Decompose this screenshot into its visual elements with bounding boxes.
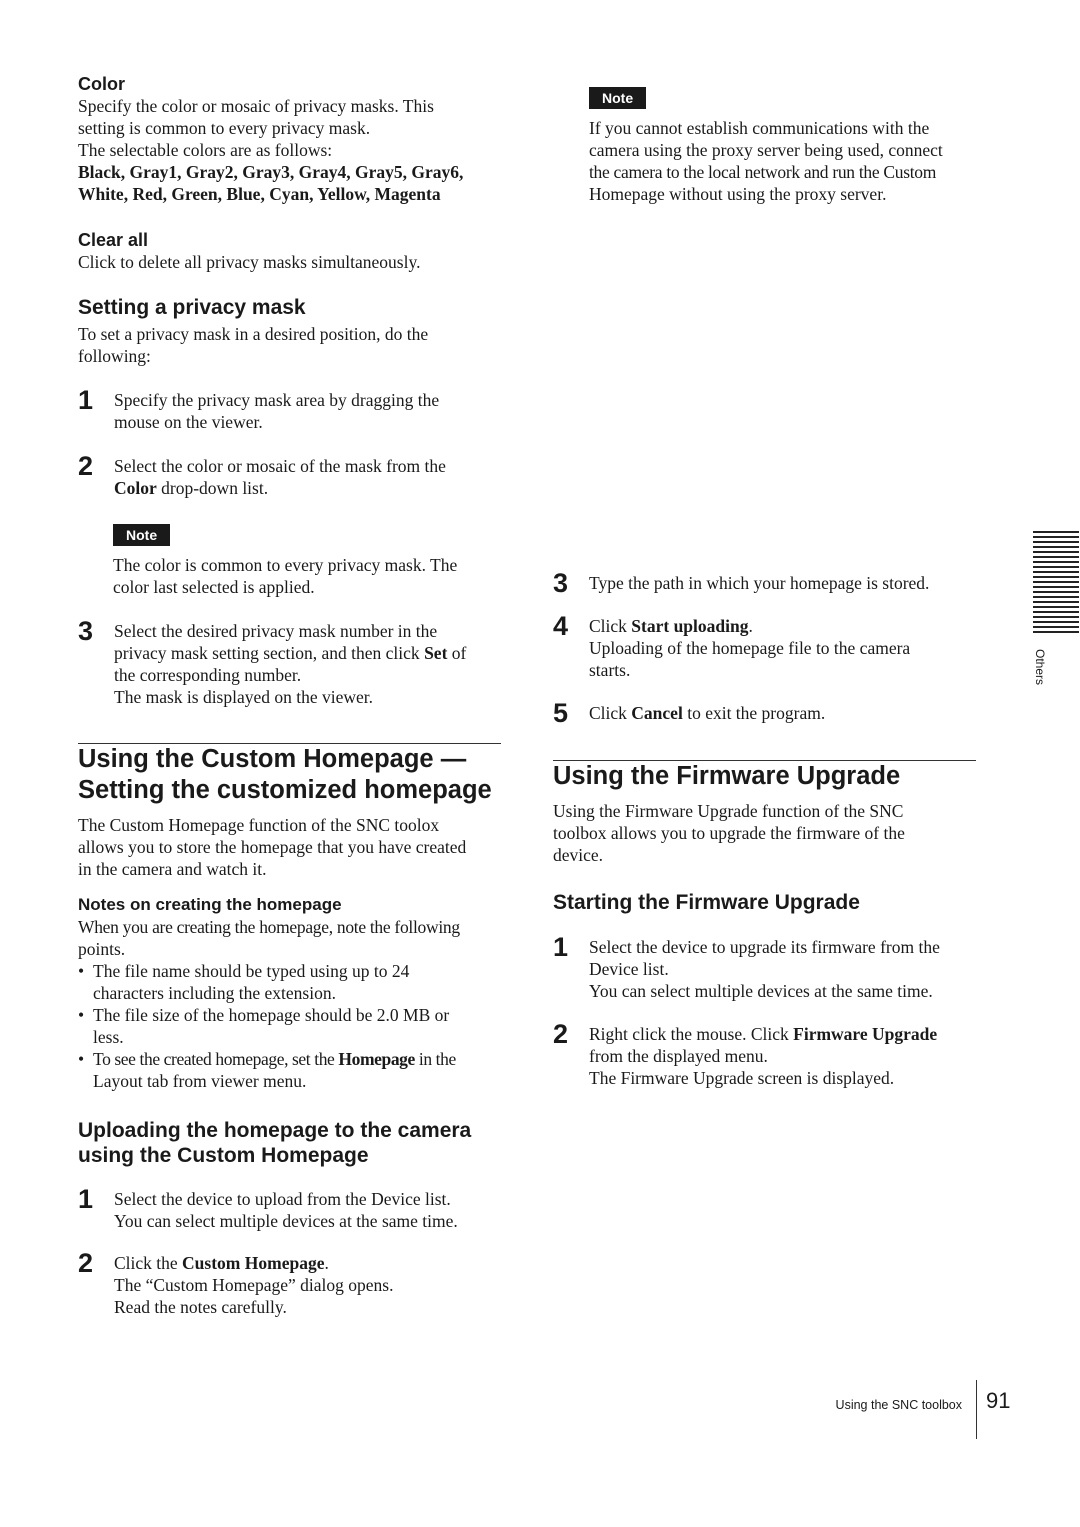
step-number: 1 (78, 1184, 94, 1214)
bullet-text: The file name should be typed using up to 24 (93, 961, 410, 981)
custom-intro-line: The Custom Homepage function of the SNC toolox (78, 815, 440, 835)
bullet-item (78, 1048, 503, 1092)
page-number: 91 (986, 1388, 1011, 1413)
color-desc-line: Specify the color or mosaic of privacy masks. This (78, 96, 434, 116)
step-3 (553, 568, 983, 598)
notes-intro-line: points. (78, 939, 126, 959)
step-1 (78, 385, 503, 433)
right-note-block (589, 86, 984, 205)
footer-section-title: Using the SNC toolbox (835, 1398, 962, 1412)
step-text: Select the color or mosaic of the mask from the (114, 456, 446, 476)
color-heading: Color (78, 74, 125, 94)
step-text: You can select multiple devices at the same time. (114, 1211, 458, 1231)
footer-divider (976, 1380, 977, 1439)
step-text: Type the path in which your homepage is stored. (589, 573, 930, 593)
bullet-dot: • (78, 1049, 85, 1069)
step-text: privacy mask setting section, and then click Set of (114, 643, 467, 663)
step-4 (553, 611, 983, 681)
step-number: 2 (553, 1019, 569, 1049)
step-number: 5 (553, 698, 569, 728)
step-text: Color drop-down list. (114, 478, 269, 498)
note-text: Homepage without using the proxy server. (589, 184, 887, 204)
note-block (78, 523, 503, 598)
note-text: color last selected is applied. (113, 577, 315, 597)
firmware-intro-line: toolbox allows you to upgrade the firmware of the (553, 823, 905, 843)
firmware-upgrade-heading: Using the Firmware Upgrade (553, 762, 901, 790)
side-tab-stripes (1033, 531, 1079, 634)
bullet-text: The file size of the homepage should be 2.0 MB or (93, 1005, 450, 1025)
step-number: 1 (78, 385, 94, 415)
custom-intro-line: allows you to store the homepage that you have created (78, 837, 467, 857)
step-text: Select the desired privacy mask number in the (114, 621, 438, 641)
note-text: camera using the proxy server being used, connect (589, 140, 943, 160)
bullet-text: less. (93, 1027, 124, 1047)
step-number: 3 (553, 568, 569, 598)
clear-all-desc: Click to delete all privacy masks simultaneously. (78, 252, 421, 272)
note-label: Note (589, 87, 646, 109)
setting-intro-line: To set a privacy mask in a desired position, do the (78, 324, 429, 344)
left-column (78, 73, 503, 708)
setting-privacy-mask-heading: Setting a privacy mask (78, 296, 306, 319)
step-text: The “Custom Homepage” dialog opens. (114, 1275, 394, 1295)
color-desc-line: setting is common to every privacy mask. (78, 118, 371, 138)
step-text: The Firmware Upgrade screen is displayed. (589, 1068, 895, 1088)
left-column-lower (78, 744, 503, 1318)
firmware-intro-line: Using the Firmware Upgrade function of the SNC (553, 801, 904, 821)
bullet-dot: • (78, 1005, 85, 1025)
setting-intro-line: following: (78, 346, 151, 366)
step-number: 3 (78, 616, 94, 646)
clear-all-heading: Clear all (78, 230, 149, 250)
firmware-intro-line: device. (553, 845, 604, 865)
step-number: 4 (553, 611, 569, 641)
step-text: Click Start uploading. (589, 616, 753, 636)
step-text: Uploading of the homepage file to the camera (589, 638, 911, 658)
upload-step-2 (78, 1248, 503, 1318)
step-text: Click Cancel to exit the program. (589, 703, 826, 723)
color-desc-line: The selectable colors are as follows: (78, 140, 333, 160)
upload-heading: Uploading the homepage to the camera (78, 1119, 472, 1142)
step-text: Click the Custom Homepage. (114, 1253, 329, 1273)
firmware-step-2 (553, 1019, 983, 1089)
step-text: Select the device to upload from the Device list. (114, 1189, 451, 1209)
color-options-line: Black, Gray1, Gray2, Gray3, Gray4, Gray5, Gray6, (78, 162, 464, 182)
step-5 (553, 698, 983, 728)
bullet-dot: • (78, 961, 85, 981)
custom-homepage-heading: Setting the customized homepage (78, 776, 492, 804)
side-tab-label: Others (1033, 648, 1047, 685)
step-text: The mask is displayed on the viewer. (114, 687, 374, 707)
firmware-step-1 (553, 932, 983, 1002)
note-text: The color is common to every privacy mask. The (113, 555, 458, 575)
step-2 (78, 451, 503, 499)
custom-homepage-heading: Using the Custom Homepage — (78, 745, 467, 773)
step-number: 1 (553, 932, 569, 962)
right-steps (553, 568, 983, 728)
notes-intro-line: When you are creating the homepage, note the following (78, 917, 460, 937)
note-label: Note (113, 524, 170, 546)
upload-heading: using the Custom Homepage (78, 1144, 369, 1167)
note-text: If you cannot establish communications with the (589, 118, 930, 138)
step-text: starts. (589, 660, 631, 680)
step-text: the corresponding number. (114, 665, 302, 685)
step-text: Device list. (589, 959, 669, 979)
step-text: mouse on the viewer. (114, 412, 263, 432)
note-text: the camera to the local network and run the Custom (589, 162, 937, 182)
step-text: Right click the mouse. Click Firmware Upgrade (589, 1024, 938, 1044)
bullet-text: Layout tab from viewer menu. (93, 1071, 307, 1091)
color-options-line: White, Red, Green, Blue, Cyan, Yellow, Magenta (78, 184, 441, 204)
step-number: 2 (78, 451, 94, 481)
step-3 (78, 616, 503, 708)
notes-heading: Notes on creating the homepage (78, 895, 342, 914)
bullet-text: characters including the extension. (93, 983, 336, 1003)
starting-firmware-heading: Starting the Firmware Upgrade (553, 891, 860, 914)
step-text: Read the notes carefully. (114, 1297, 287, 1317)
custom-intro-line: in the camera and watch it. (78, 859, 267, 879)
bullet-item (78, 1004, 503, 1048)
upload-step-1 (78, 1184, 503, 1232)
right-column-lower (553, 761, 983, 1089)
step-text: Specify the privacy mask area by dragging the (114, 390, 440, 410)
step-text: Select the device to upgrade its firmware from the (589, 937, 940, 957)
bullet-text: To see the created homepage, set the Homepage in the (93, 1049, 456, 1069)
step-text: from the displayed menu. (589, 1046, 768, 1066)
bullet-item (78, 960, 503, 1004)
step-number: 2 (78, 1248, 94, 1278)
step-text: You can select multiple devices at the same time. (589, 981, 933, 1001)
